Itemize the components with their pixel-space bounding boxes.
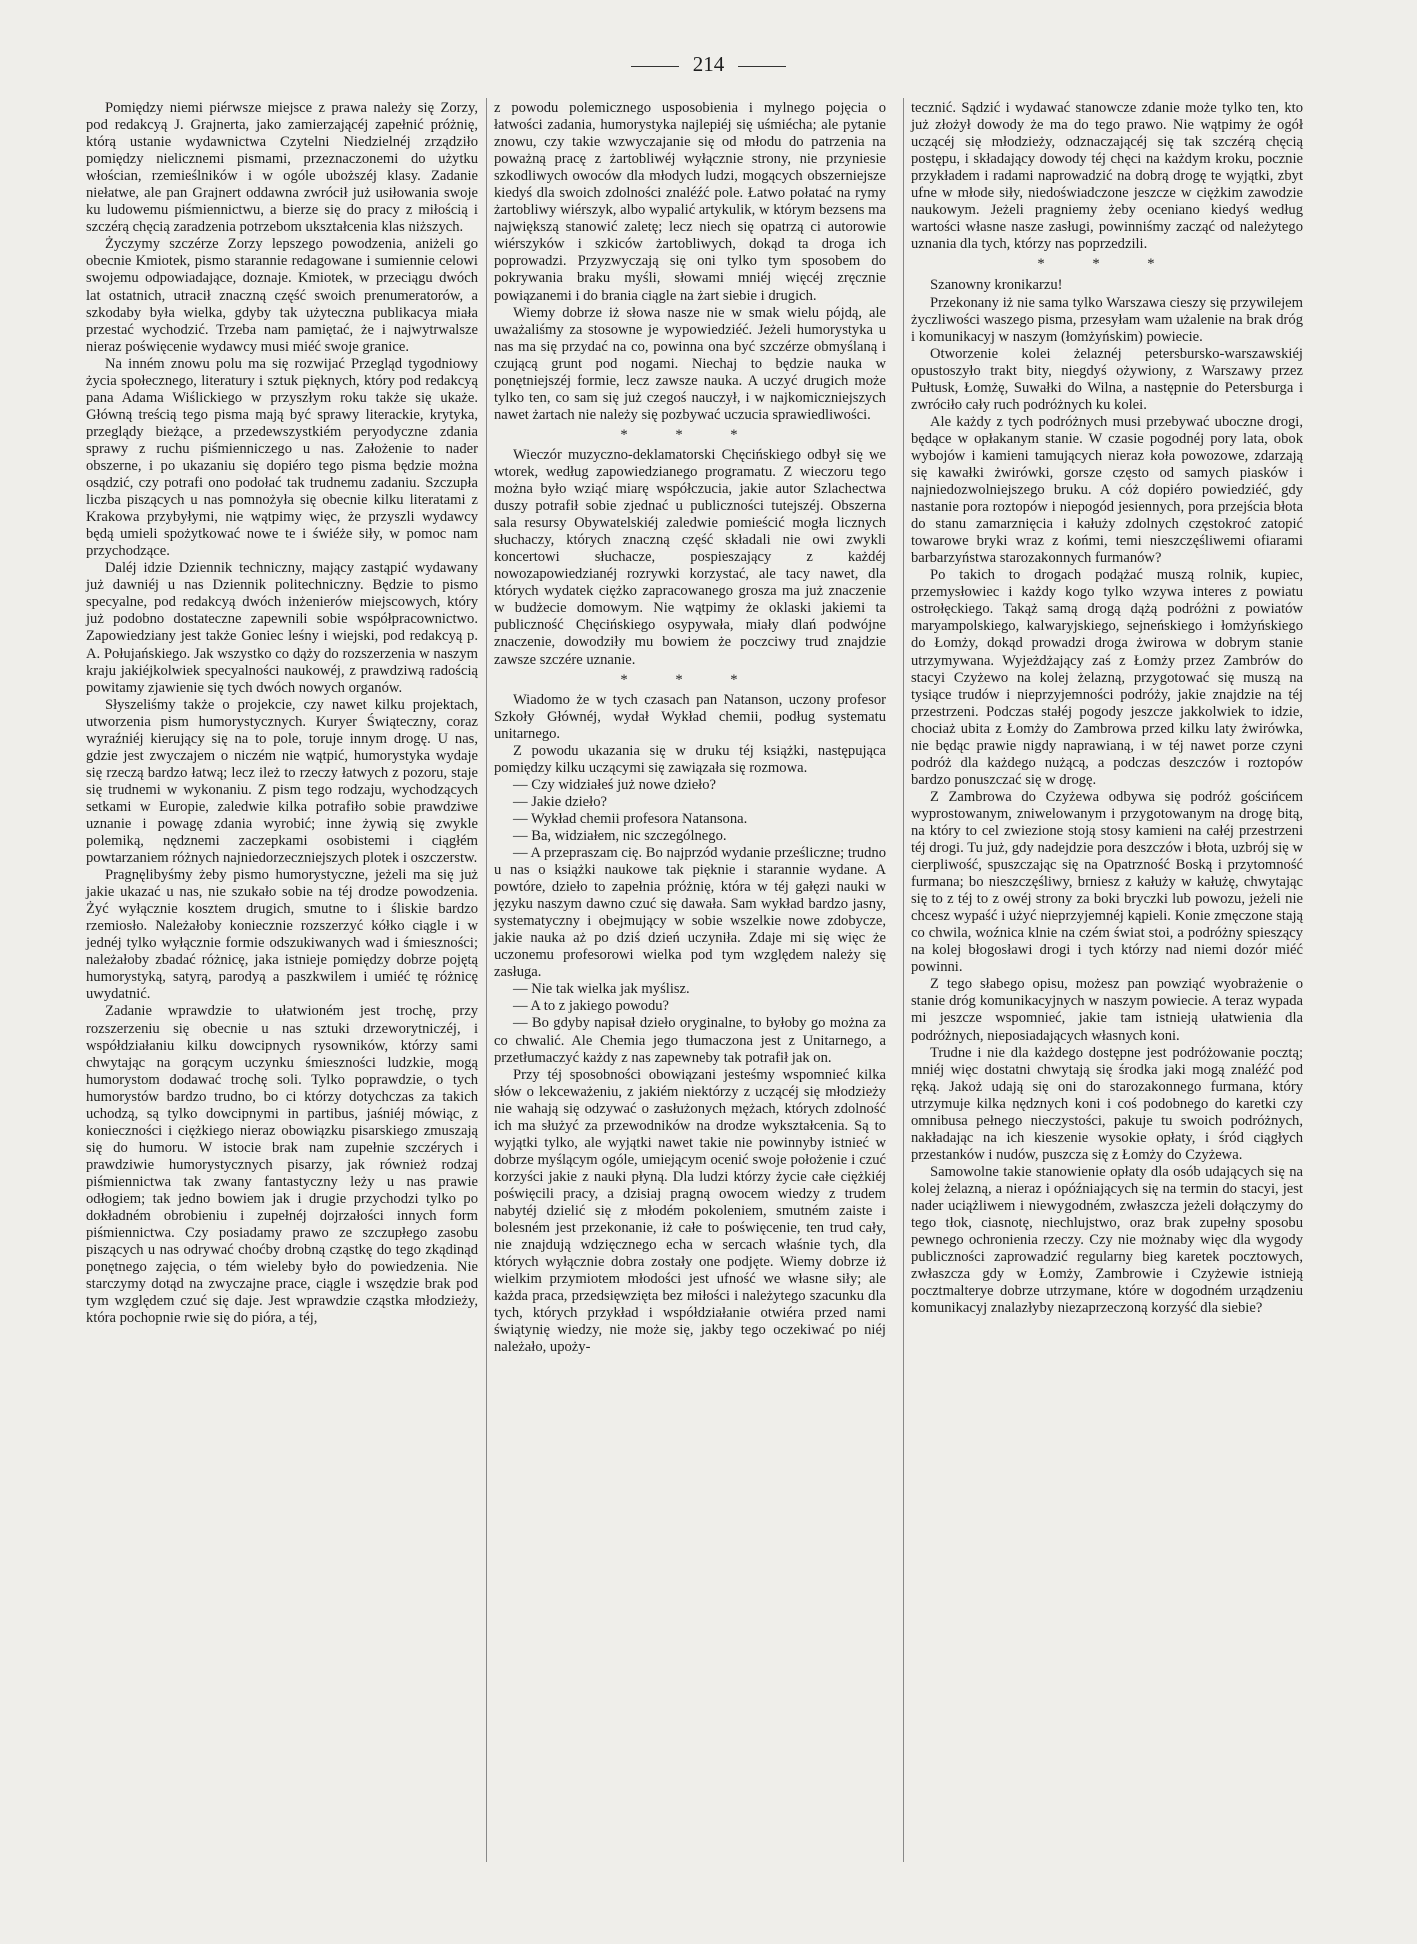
paragraph: — Nie tak wielka jak myślisz. <box>512 981 690 998</box>
paragraph: Pragnęlibyśmy żeby pismo humorystyczne, jeżeli ma się już jakie ukazać u nas, nie szukało sobie na téj drodze powodzenia. Żyć wyłącznie kosztem drugich, smutne to i śliskie bardzo rzemiosło. Należałoby koniecznie rozszerzyć kółko ciągle i w jednéj tylko wyłącznie formie odszukiwanych wad i śmieszności; należałoby zbadać różnicę, jaka istnieje pomiędzy dobrze pojętą humorystyką, satyrą, parodyą a paszkwilem i umiéć tę różnicę uwydatnić. <box>86 867 478 1003</box>
paragraph: — A przepraszam cię. Bo najprzód wydanie prześliczne; trudno u nas o książki naukowe tak pięknie i starannie wydane. A powtóre, dzieło to zapełnia próżnię, która w téj gałęzi nauki w języku naszym dawno czuć się dawała. Sam wykład bardzo jasny, systematyczny i obejmujący w sobie wszelkie nowe zdobycze, jakie nauka aż po dziś dzień uczyniła. Zdaje mi się więc że uczonemu profesorowi wielka pod tym względem należy się zasługa. <box>494 845 886 981</box>
paragraph: Po takich to drogach podążać muszą rolnik, kupiec, przemysłowiec i każdy kogo tylko wzywa interes z powiatu ostrołęckiego. Takąż samą drogą dążą podróżni z powiatów maryampolskiego, kalwaryjskiego, sejneńskiego i łomżyńskiego do Łomży, dokąd prowadzi droga żwirowa w dobrym stanie utrzymywana. Wyjeżdżający zaś z Łomży przez Zambrów do stacyi Czyżewo na kolej żelazną, przygotować się muszą na tysiące trudów i nieprzyjemności podróży, jakie znajdzie na téj przestrzeni. Podczas stałéj pogody jeszcze jakkolwiek to idzie, chociaż ubita z Łomży do Zambrowa przed kilku laty żwirówka, nie będąc prawie nigdy naprawianą, i w téj nawet porze czyni podróż dla każdego nużącą, a podczas deszczów i roztopów bardzo ponuszczać się w drogę. <box>911 567 1303 788</box>
paragraph: Samowolne takie stanowienie opłaty dla osób udających się na kolej żelazną, a nieraz i opóźniających się na termin do stacyi, jest nader uciążliwem i niewygodném, zwłaszcza jeżeli dołączymy do tego tłok, ciasnotę, niechlujstwo, oraz brak zupełny sposobu pewnego ochronienia rzeczy. Czy nie możnaby więc dla wygody publiczności zaprowadzić regularny bieg karetek pocztowych, zwłaszcza gdy w Łomży, Zambrowie i Czyżewie istnieją pocztmalterye dobrze utrzymane, które w dogodném urządzeniu komunikacyj znalazłyby niezaprzeczoną korzyść dla siebie? <box>911 1163 1303 1317</box>
paragraph: Wiemy dobrze iż słowa nasze nie w smak wielu pójdą, ale uważaliśmy za stosowne je wypowiedziéć. Jeżeli humorystyka u nas ma się przydać na co, powinna ona być szczérze obmyślaną i czującą grunt pod nogami. Niechaj to będzie nauka w ponętniejszéj formie, lecz zawsze nauka. A uczyć drugich może tylko ten, co sam się już czegoś nauczył, i w najkomiczniejszych nawet żartach nie należy się pozbywać uczucia sprawiedliwości. <box>494 304 886 423</box>
letter-salutation: Szanowny kronikarzu! <box>929 277 1063 294</box>
paragraph: Na inném znowu polu ma się rozwijać Przegląd tygodniowy życia społecznego, literatury i sztuk pięknych, który pod redakcyą pana Adama Wiślickiego w przyszłym roku także się ukaże. Główną treścią tego pisma mają być sprawy literackie, krytyka, przeglądy bieżące, a przedewszystkiém peryodyczne zdania sprawy z ruchu piśmienniczego u nas. Założenie to nader obszerne, i po ukazaniu się dopiéro tego pisma będzie można osądzić, czy potrafi ono podołać tak trudnemu zadaniu. Szczupła liczba piszących u nas pomnożyła się obecnie kilku literatami z Krakowa przybyłymi, nie wątpimy więc, że przyszli wydawcy będą umieli spożytkować nowe te i świéże siły, w pomoc nam przychodzące. <box>86 355 478 560</box>
paragraph: Otworzenie kolei żelaznéj petersbursko-warszawskiéj opustoszyło trakt bity, niegdyś ożywiony, z Warszawy przez Pułtusk, Łomżę, Suwałki do Wilna, a następnie do Petersburga i zwróciło cały ruch podróżnych ku kolei. <box>911 345 1303 413</box>
column-divider <box>486 98 487 1862</box>
paragraph: Słyszeliśmy także o projekcie, czy nawet kilku projektach, utworzenia pism humorystycznych. Kuryer Świąteczny, coraz wyraźniéj kierujący się na to pole, toruje innym drogę. U nas, gdzie jest zwyczajem o niczém nie wątpić, humorystyka wydaje się rzeczą bardzo łatwą; lecz ileż to rzeczy łatwych z pozoru, staje się trudnemi w wykonaniu. Z pism tego rodzaju, wychodzących setkami w Europie, zaledwie kilka potrafiło sobie prawdziwe uznanie i powagę zdania wyrobić; inne żywią się zwykle polemiką, nędznemi zaczepkami osobistemi i ciągłém powtarzaniem różnych najniedorzeczniejszych plotek i oszczerstw. <box>86 696 478 867</box>
column-divider <box>903 98 904 1862</box>
paragraph: — Bo gdyby napisał dzieło oryginalne, to byłoby go można za co chwalić. Ale Chemia jego tłumaczona jest z Unitarnego, a przetłumaczyć każdy z nas zapewneby tak potrafił jak on. <box>494 1015 886 1066</box>
paragraph: — Wykład chemii profesora Natansona. <box>512 810 748 827</box>
paragraph: — Ba, widziałem, nic szczególnego. <box>512 827 727 844</box>
paragraph: Z powodu ukazania się w druku téj książki, następująca pomiędzy kilku uczącymi się zawiązała się rozmowa. <box>494 742 886 776</box>
header-rule-left <box>631 66 679 67</box>
paragraph: — Jakie dzieło? <box>512 793 607 810</box>
paragraph: — A to z jakiego powodu? <box>512 998 670 1015</box>
paragraph: Przekonany iż nie sama tylko Warszawa cieszy się przywilejem życzliwości waszego pisma, przesyłam wam użalenie na brak dróg i komunikacyj w naszym (łomżyńskim) powiecie. <box>911 294 1303 345</box>
paragraph: Wieczór muzyczno-deklamatorski Chęcińskiego odbył się we wtorek, według zapowiedzianego programatu. Z wieczoru tego można było wziąć miarę współczucia, jakie autor Szlachectwa duszy potrafił sobie zjednać u publiczności tutejszéj. Obszerna sala resursy Obywatelskiéj zaledwie pomieścić mogła licznych słuchaczy, których znaczną część składali nie owi zwykli koncertowi słuchacze, pospieszający z każdéj nowozapowiedzianéj rozrywki korzystać, ale tacy nawet, dla których wydatek ciężko zapracowanego grosza ma już znaczenie w budżecie domowym. Nie wątpimy że oklaski jakiemi ta publiczność Chęcińskiego osypywała, miały dlań podwójne znaczenie, dowodziły mu bowiem że poczciwy trud znajdzie zawsze szczére uznanie. <box>494 446 886 668</box>
paragraph: Przy téj sposobności obowiązani jesteśmy wspomnieć kilka słów o lekceważeniu, z jakiém niektórzy z uczącéj się młodzieży nie wahają się odzywać o zasłużonych mężach, których zdolność ich ma służyć za przewodników na drodze wykształcenia. Są to wyjątki tylko, ale wyjątki nawet takie nie powinnyby istnieć w dobrze myślącym ogóle, umiejącym ocenić swoje położenie i czuć korzyści jakie z nauki płyną. Dla ludzi którzy życie całe ciężkiéj poświęcili pracy, a dzisiaj pragną owocem wiedzy z trudem nabytéj dzielić się z młodém pokoleniem, smutném zaiste i bolesném jest przekonanie, iż całe to poświęcenie, ten trud cały, nie znajdują wdzięcznego echa w sercach właśnie tych, dla których wyłącznie dobra zostały one podjęte. Wiemy dobrze iż wielkim przymiotem młodości jest ufność we własne siły; ale każda praca, przedsięwzięta bez miłości i należytego szacunku dla tych, których przykład i współdziałanie otwiéra przed nami świątynię wiedzy, nie może się, jakby tego oczekiwać po niéj należało, upoży- <box>494 1066 886 1356</box>
section-separator: * * * <box>1037 256 1177 273</box>
paragraph: Daléj idzie Dziennik techniczny, mający zastąpić wydawany już dawniéj u nas Dziennik politechniczny. Będzie to pismo specyalne, pod redakcyą dwóch inżenierów miejscowych, który już podobno dostateczne zapewnili sobie współpracownictwo. Zapowiedziany jest także Goniec leśny i wiejski, pod redakcyą p. A. Połujańskiego. Jak wszystko co dąży do rozszerzenia w naszym kraju jakiéjkolwiek specyalności naukowéj, z prawdziwą radością powitamy zjawienie się tych dwóch nowych organów. <box>86 560 478 696</box>
paragraph: Pomiędzy niemi piérwsze miejsce z prawa należy się Zorzy, pod redakcyą J. Grajnerta, jako zamierzającéj zapełnić próżnię, którą ustanie wydawnictwa Czytelni Niedzielnéj zrządziło pomiędzy nielicznemi pismami, przeznaczonemi do użytku włościan, rzemieślników i w ogóle uboższéj klasy. Zadanie niełatwe, ale pan Grajnert oddawna zwrócił już usiłowania swoje ku ludowemu piśmiennictwu, a bierze się do pracy z miłością i szczérą chęcią zaradzenia potrzebom ukształcenia klas niższych. <box>86 100 478 236</box>
column-3 <box>911 100 1303 1317</box>
paragraph: Ale każdy z tych podróżnych musi przebywać uboczne drogi, będące w opłakanym stanie. W czasie pogodnéj pory lata, obok wybojów i kamieni tamujących nieraz koła powozowe, zdarzają się kawałki żwirówki, gorsze często od samych piasków i najniedozwolniejszego bruku. A cóż dopiéro powiedziéć, gdy nastanie pora roztopów i niepogód jesiennych, pora przejścia błota do stanu zamarznięcia i kałuży zdolnych częstokroć zatopić towarowe bryki wraz z końmi, temi nieszczęśliwemi ofiarami barbarzyństwa starozakonnych furmanów? <box>911 413 1303 567</box>
paragraph: tecznić. Sądzić i wydawać stanowcze zdanie może tylko ten, kto już złożył dowody że ma do tego prawo. Nie wątpimy że ogół uczącéj się młodzieży, odznaczającéj się tak szczérą chęcią postępu, i składający dowody téj chęci na każdym kroku, pocznie przykładem i radami naprowadzić na dobrą drogę te wyjątki, zbyt ufne w młode siły, niedoświadczone jeszcze w ciężkim zawodzie naukowym. Jeżeli pragniemy żeby oceniano kiedyś według wartości własne nasze zasługi, powinniśmy zacząć od należytego uznania dla tych, którzy nas poprzedzili. <box>911 100 1303 253</box>
paragraph: Trudne i nie dla każdego dostępne jest podróżowanie pocztą; mniéj więc dostatni chwytają się środka jaki mogą znaléźć pod ręką. Jakoż udają się oni do starozakonnego furmana, który utrzymuje kilka nędznych koni i coś podobnego do karetki czy omnibusa pełnego nieczystości, pakuje tu swoich podróżnych, nakładając na ich kieszenie wysokie opłaty, i śród ciągłych przestanków i nudów, puszcza się z Łomży do Czyżewa. <box>911 1044 1303 1163</box>
paragraph: z powodu polemicznego usposobienia i mylnego pojęcia o łatwości zadania, humorystyka najlepiéj się uśmiécha; ale pytanie znowu, czy takie wzwyczajanie się od młodu do patrzenia na poważną pracę z żartobliwéj wyłącznie strony, nie przyniesie szkodliwych owoców dla młodych ludzi, mogących obszerniejsze kiedyś dla swoich zdolności znaléźć pole. Łatwo połatać na rymy żartobliwy wiérszyk, albo wypalić artykulik, w którym bezsens ma największą stanowić zaletę; lecz niech się opatrzą ci autorowie wiérszyków i szkiców żartobliwych, dokąd ta droga ich poprowadzi. Przyzwyczają się oni tylko tym sposobem do pokrywania braku myśli, słowami mniéj więcéj zręcznie powiązanemi i do brania ciągle na żart siebie i drugich. <box>494 100 886 304</box>
section-separator: * * * <box>620 426 760 443</box>
paragraph: Zadanie wprawdzie to ułatwioném jest trochę, przy rozszerzeniu się obecnie u nas sztuki drzeworytniczéj, i współdziałaniu kilku dowcipnych rysowników, którzy sami chwytając na gorącym uczynku śmieszności ludzkie, mogą humorystom dodawać trochę soli. Tylko poprawdzie, o tych humorystów bardzo trudno, bo ci którzy dotychczas za takich uchodzą, są tylko dowcipnymi in partibus, jaśniéj mówiąc, z konieczności i ciężkiego nieraz obowiązku pisarskiego zmuszają się do humoru. W istocie brak nam zupełnie szczérych i prawdziwie humorystycznych pisarzy, jak również rodzaj piśmiennictwa tak zwany fantastyczny leży u nas prawie odłogiem; tak jedno bowiem jak i drugie przychodzi tylko po dokładném obrobieniu i zupełnéj dojrzałości innych form piśmiennictwa. Czy posiadamy prawo ze szczupłego zasobu piszących u nas odrywać choćby drobną cząstkę do tego zkądinąd ponętnego zajęcia, o tém wieleby było do powiedzenia. Nie starczymy dotąd na zwyczajne prace, ciągle i wszędzie brak pod tym względem czuć się daje. Jest wprawdzie cząstka młodzieży, która pochopnie rwie się do pióra, a téj, <box>86 1003 478 1327</box>
column-2 <box>494 100 886 1356</box>
header-rule-right <box>738 66 786 67</box>
section-separator: * * * <box>620 671 760 688</box>
page-header <box>0 52 1417 77</box>
paragraph: Wiadomo że w tych czasach pan Natanson, uczony profesor Szkoły Głównéj, wydał Wykład chemii, podług systematu unitarnego. <box>494 691 886 742</box>
paragraph: Z Zambrowa do Czyżewa odbywa się podróż gościńcem wyprostowanym, zniwelowanym i przygotowanym na drogę bitą, na który to cel zwiezione stoją stosy kamieni na całéj przestrzeni téj drogi. Tu już, gdy nadejdzie pora deszczów i błota, uzbrój się w cierpliwość, spuszczając się na Opatrzność Boską i przytomność furmana; bo nieszczęśliwy, brniesz z kałuży w kałużę, chwytając się to z téj to z owéj strony za boki bryczki lub powozu, jeżeli nie chcesz wypaść i użyć nieprzyjemnéj kąpieli. Konie zmęczone stają co chwila, woźnica klnie na czém świat stoi, a podróżny spieszący na kolej błogosławi drogi i tych którzy nad niemi dozór miéć powinni. <box>911 788 1303 976</box>
paragraph: — Czy widziałeś już nowe dzieło? <box>512 776 716 793</box>
page-number: 214 <box>692 52 725 76</box>
paragraph: Życzymy szczérze Zorzy lepszego powodzenia, aniżeli go obecnie Kmiotek, pismo starannie redagowane i sumiennie celowi swojemu odpowiadające, doznaje. Kmiotek, w przeciągu dwóch lat ostatnich, utracił znaczną część swoich prenumeratorów, a szkodaby była wielka, gdyby tak użyteczna publikacya miała przestać wychodzić. Trzeba nam pamiętać, że i najwytrwalsze nieraz poświęcenie wydawcy musi miéć swoje granice. <box>86 236 478 355</box>
column-1 <box>86 100 478 1327</box>
paragraph: Z tego słabego opisu, możesz pan powziąć wyobrażenie o stanie dróg komunikacyjnych w naszym powiecie. A teraz wypada mi jeszcze wspomnieć, jakie tam istnieją ułatwienia dla podróżnych, nieposiadających własnych koni. <box>911 976 1303 1044</box>
